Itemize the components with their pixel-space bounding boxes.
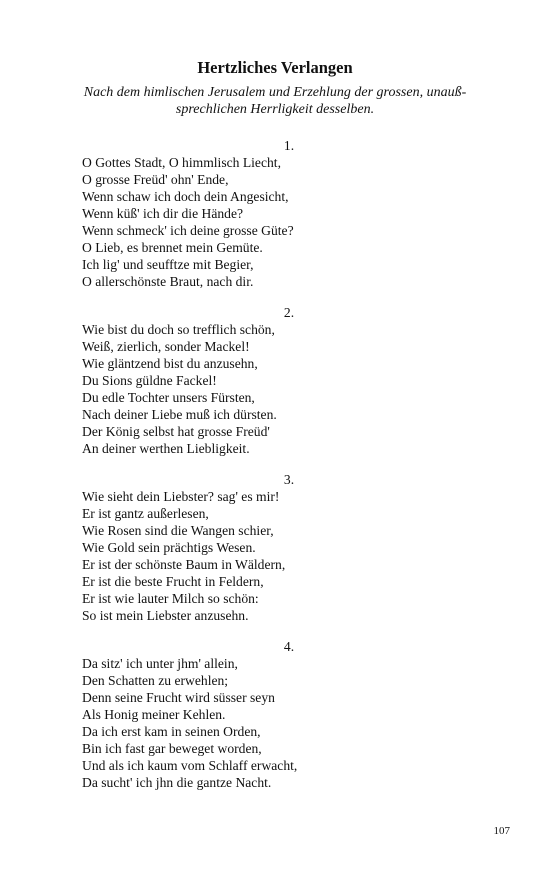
- verse-line: Wenn schaw ich doch dein Angesicht,: [82, 189, 289, 204]
- poem-title: Hertzliches Verlangen: [197, 58, 353, 77]
- verse-line: O Gottes Stadt, O himmlisch Liecht,: [82, 155, 281, 170]
- stanza-3: [82, 471, 502, 624]
- verse-line: O allerschönste Braut, nach dir.: [82, 274, 254, 289]
- verse-line: Wie bist du doch so trefflich schön,: [82, 322, 275, 337]
- verse-line: Er ist die beste Frucht in Feldern,: [82, 574, 264, 589]
- verse-line: O Lieb, es brennet mein Gemüte.: [82, 240, 263, 255]
- verse-line: Bin ich fast gar beweget worden,: [82, 741, 262, 756]
- verse-line: Er ist wie lauter Milch so schön:: [82, 591, 259, 606]
- verse-line: Nach deiner Liebe muß ich dürsten.: [82, 407, 277, 422]
- verse-line: Du edle Tochter unsers Fürsten,: [82, 390, 255, 405]
- stanza-number: 1.: [283, 138, 295, 153]
- verse-line: Er ist der schönste Baum in Wäldern,: [82, 557, 286, 572]
- verse-line: An deiner werthen Liebligkeit.: [82, 441, 250, 456]
- verse-line: Wie Rosen sind die Wangen schier,: [82, 523, 274, 538]
- verse-line: Als Honig meiner Kehlen.: [82, 707, 226, 722]
- verse-line: Da ich erst kam in seinen Orden,: [82, 724, 261, 739]
- verse-line: Da sitz' ich unter jhm' allein,: [82, 656, 238, 671]
- verse-line: Denn seine Frucht wird süsser seyn: [82, 690, 275, 705]
- stanza-1: [82, 137, 502, 290]
- verse-line: Ich lig' und seufftze mit Begier,: [82, 257, 254, 272]
- verse-line: Da sucht' ich jhn die gantze Nacht.: [82, 775, 272, 790]
- verse-line: Du Sions güldne Fackel!: [82, 373, 217, 388]
- verse-line: Den Schatten zu erwehlen;: [82, 673, 229, 688]
- verse-line: Weiß, zierlich, sonder Mackel!: [82, 339, 250, 354]
- poem-subtitle: Nach dem himlischen Jerusalem und Erzehlung der grossen, unauß-sprechlichen Herrligkeit desselben.: [83, 85, 467, 117]
- stanza-number: 3.: [283, 472, 295, 487]
- verse-line: Und als ich kaum vom Schlaff erwacht,: [82, 758, 298, 773]
- verse-line: O grosse Freüd' ohn' Ende,: [82, 172, 229, 187]
- verse-line: Wie Gold sein prächtigs Wesen.: [82, 540, 256, 555]
- stanza-number: 4.: [283, 639, 295, 654]
- verse-line: Er ist gantz außerlesen,: [82, 506, 209, 521]
- verse-line: So ist mein Liebster anzusehn.: [82, 608, 249, 623]
- stanza-4: [82, 638, 502, 791]
- stanza-number: 2.: [283, 305, 295, 320]
- verse-line: Wenn schmeck' ich deine grosse Güte?: [82, 223, 294, 238]
- verse-line: Wie gläntzend bist du anzusehn,: [82, 356, 258, 371]
- verse-line: Wenn küß' ich dir die Hände?: [82, 206, 244, 221]
- page-number: 107: [493, 825, 510, 837]
- verse-line: Wie sieht dein Liebster? sag' es mir!: [82, 489, 280, 504]
- stanza-2: [82, 304, 502, 457]
- verse-line: Der König selbst hat grosse Freüd': [82, 424, 270, 439]
